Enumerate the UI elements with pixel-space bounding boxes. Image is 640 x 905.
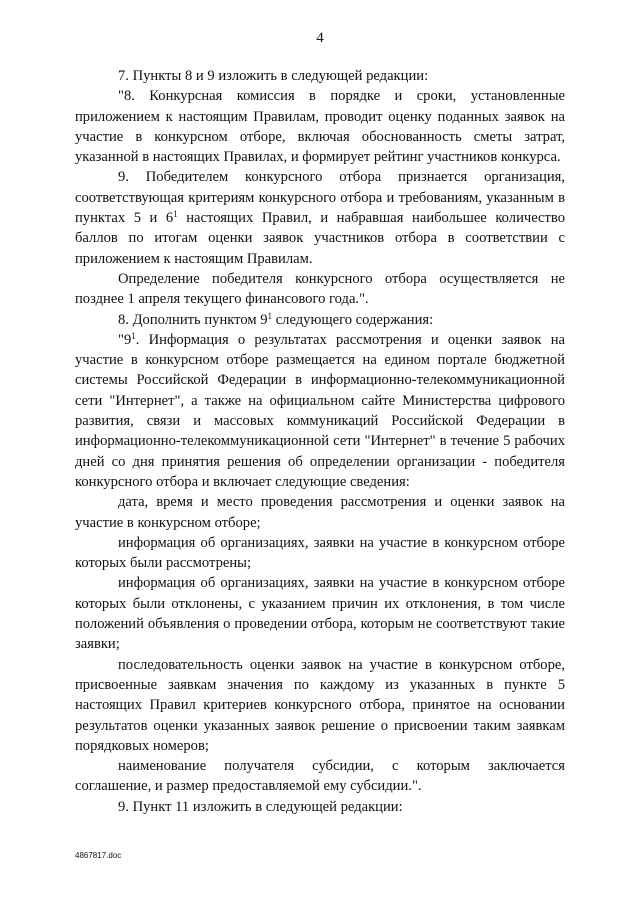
paragraph-text: информация об организациях, заявки на участие в конкурсном отборе которых были отклонены, с указанием причин их отклонения, в том числе положений объявления о проведении отбора, которым не соответствуют такие заявки; (75, 575, 565, 653)
paragraph-text: следующего содержания: (272, 311, 434, 328)
paragraph-text: Определение победителя конкурсного отбора осуществляется не позднее 1 апреля текущего финансового года.". (75, 270, 565, 308)
document-body (75, 66, 565, 817)
paragraph-text: наименование получателя субсидии, с которым заключается соглашение, и размер предоставляемой ему субсидии.". (75, 758, 565, 795)
paragraph-list-recipient (75, 756, 565, 797)
page-number: 4 (316, 30, 324, 46)
paragraph-text: дата, время и место проведения рассмотрения и оценки заявок на участие в конкурсном отборе; (75, 494, 565, 531)
paragraph-text: 9. Победителем конкурсного отбора признается организация, соответствующая критериям конкурсного отбора и требованиям, указанным в пунктах 5 и 6 (75, 169, 565, 227)
paragraph-clause-9-1 (75, 330, 565, 492)
paragraph-text: "9 (118, 331, 132, 348)
paragraph-text: . Информация о результатах рассмотрения и оценки заявок на участие в конкурсном отборе размещается на едином портале бюджетной системы Российской Федерации в информационно-телекоммуникационной сети "Интернет", а также на официальном сайте Министерства цифрового развития, связи и массовых коммуникаций Российской Федерации в информационно-телекоммуникационной сети "Интернет" в течение 5 рабочих дней со дня принятия решения об определении организации - победителя конкурсного отбора и включает следующие сведения: (75, 331, 565, 490)
paragraph-text: 9. Пункт 11 изложить в следующей редакции: (118, 798, 403, 815)
paragraph-list-sequence (75, 655, 565, 756)
superscript: 1 (173, 209, 178, 220)
paragraph-list-reviewed (75, 533, 565, 574)
paragraph-item-9 (75, 797, 565, 817)
paragraph-text: 7. Пункты 8 и 9 изложить в следующей редакции: (118, 68, 429, 84)
paragraph-item-7 (75, 66, 565, 86)
superscript: 1 (131, 330, 136, 341)
paragraph-list-date (75, 492, 565, 533)
paragraph-clause-9 (75, 167, 565, 268)
paragraph-clause-8 (75, 86, 565, 167)
paragraph-item-8 (75, 310, 565, 330)
paragraph-text: 8. Дополнить пунктом 9 (118, 311, 268, 328)
paragraph-text: "8. Конкурсная комиссия в порядке и сроки, установленные приложением к настоящим Правилам, проводит оценку поданных заявок на участие в конкурсном отборе, включая обоснованность сметы затрат, указанной в настоящих Правилах, и формирует рейтинг участников конкурса. (75, 88, 565, 166)
paragraph-text: последовательность оценки заявок на участие в конкурсном отборе, присвоенные заявкам значения по каждому из указанных в пункте 5 настоящих Правил критериев конкурсного отбора, принятое на основании результатов оценки указанных заявок решение о присвоении таким заявкам порядковых номеров; (75, 656, 565, 754)
paragraph-text: информация об организациях, заявки на участие в конкурсном отборе которых были рассмотрены; (75, 534, 565, 572)
paragraph-text: настоящих Правил, и набравшая наибольшее количество баллов по итогам оценки заявок участников отбора в соответствии с приложением к настоящим Правилам. (75, 210, 566, 267)
paragraph-winner-deadline (75, 269, 565, 310)
superscript: 1 (267, 310, 273, 321)
paragraph-list-rejected (75, 573, 565, 654)
file-name-footer: 4867817.doc (75, 851, 122, 860)
